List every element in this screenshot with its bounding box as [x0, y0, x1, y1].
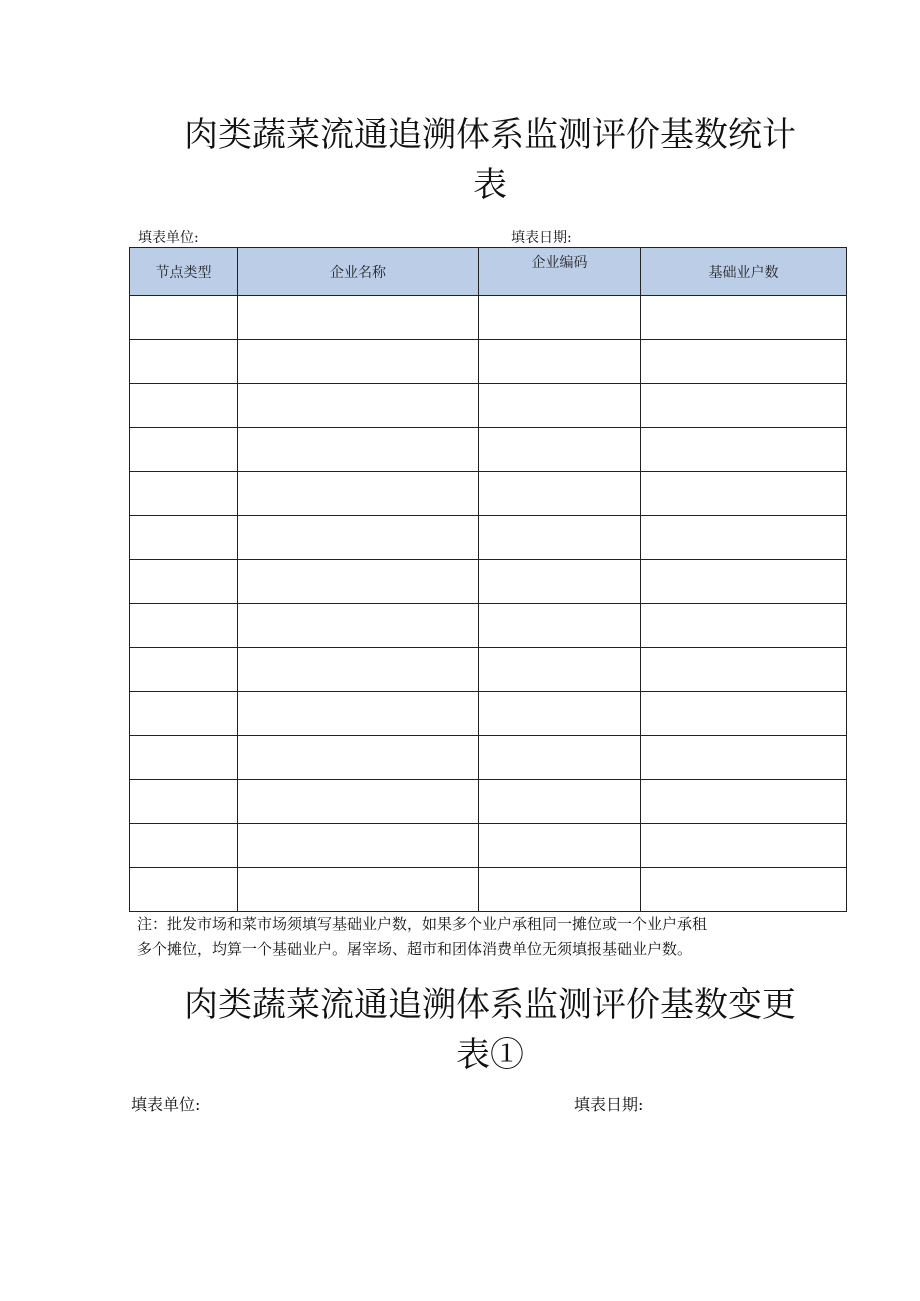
table-row: [130, 560, 847, 604]
table-cell[interactable]: [479, 868, 641, 912]
note-line-2: 多个摊位，均算一个基础业户。屠宰场、超市和团体消费单位无须填报基础业户数。: [137, 940, 693, 958]
table-cell[interactable]: [130, 340, 238, 384]
table-cell[interactable]: [238, 472, 479, 516]
table-cell[interactable]: [238, 560, 479, 604]
table-row: [130, 692, 847, 736]
table-cell[interactable]: [130, 692, 238, 736]
statistics-table: [129, 247, 847, 912]
table-cell[interactable]: [479, 472, 641, 516]
table-cell[interactable]: [641, 516, 847, 560]
table-row: [130, 868, 847, 912]
table-cell[interactable]: [130, 428, 238, 472]
table-cell[interactable]: [238, 868, 479, 912]
table-cell[interactable]: [641, 868, 847, 912]
table-cell[interactable]: [130, 648, 238, 692]
table-cell[interactable]: [641, 296, 847, 340]
table-cell[interactable]: [238, 604, 479, 648]
table-cell[interactable]: [641, 604, 847, 648]
table-row: [130, 296, 847, 340]
table-cell[interactable]: [641, 736, 847, 780]
table-cell[interactable]: [641, 692, 847, 736]
table-row: [130, 472, 847, 516]
table-body: [130, 296, 847, 912]
table-cell[interactable]: [130, 472, 238, 516]
table-cell[interactable]: [479, 824, 641, 868]
table-footnote: [137, 912, 847, 962]
table-row: [130, 428, 847, 472]
table-cell[interactable]: [479, 736, 641, 780]
table-row: [130, 340, 847, 384]
table-row: [130, 516, 847, 560]
table-cell[interactable]: [238, 824, 479, 868]
title-line-2: 表①: [456, 1035, 524, 1075]
table-cell[interactable]: [641, 824, 847, 868]
table-cell[interactable]: [479, 560, 641, 604]
table-cell[interactable]: [641, 780, 847, 824]
table-cell[interactable]: [238, 692, 479, 736]
table-cell[interactable]: [130, 736, 238, 780]
table-cell[interactable]: [238, 428, 479, 472]
table-cell[interactable]: [238, 736, 479, 780]
table-cell[interactable]: [641, 384, 847, 428]
table-cell[interactable]: [130, 604, 238, 648]
table-cell[interactable]: [130, 824, 238, 868]
note-line-1: 注：批发市场和菜市场须填写基础业户数，如果多个业户承租同一摊位或一个业户承租: [137, 915, 708, 933]
table-cell[interactable]: [238, 780, 479, 824]
table-cell[interactable]: [130, 780, 238, 824]
table-row: [130, 648, 847, 692]
table-cell[interactable]: [238, 296, 479, 340]
table-cell[interactable]: [479, 780, 641, 824]
table-cell[interactable]: [130, 560, 238, 604]
table-cell[interactable]: [479, 384, 641, 428]
table-cell[interactable]: [641, 340, 847, 384]
table-row: [130, 780, 847, 824]
table-cell[interactable]: [130, 516, 238, 560]
column-header-node-type: 节点类型: [130, 248, 238, 296]
table-cell[interactable]: [641, 472, 847, 516]
table-cell[interactable]: [479, 604, 641, 648]
table-cell[interactable]: [479, 516, 641, 560]
table-cell[interactable]: [238, 340, 479, 384]
table-row: [130, 824, 847, 868]
column-header-company-name: 企业名称: [238, 248, 479, 296]
fill-date-label: 填表日期:: [511, 230, 572, 246]
title-line-1: 肉类蔬菜流通追溯体系监测评价基数统计: [184, 115, 796, 155]
fill-unit-label-2: 填表单位:: [131, 1095, 201, 1114]
table-cell[interactable]: [238, 648, 479, 692]
table-cell[interactable]: [479, 648, 641, 692]
column-header-base-household-count: 基础业户数: [641, 248, 847, 296]
table-cell[interactable]: [479, 428, 641, 472]
table-cell[interactable]: [130, 384, 238, 428]
table-row: [130, 384, 847, 428]
page-title-change: [150, 980, 830, 1080]
table-cell[interactable]: [479, 340, 641, 384]
table-cell[interactable]: [238, 384, 479, 428]
table-cell[interactable]: [479, 296, 641, 340]
title-line-2: 表: [473, 165, 507, 205]
table-cell[interactable]: [130, 296, 238, 340]
table-cell[interactable]: [641, 428, 847, 472]
table-cell[interactable]: [641, 560, 847, 604]
column-header-company-code: 企业编码: [479, 248, 641, 296]
page-title-statistics: [150, 110, 830, 210]
table-row: [130, 736, 847, 780]
table-cell[interactable]: [479, 692, 641, 736]
fill-date-label-2: 填表日期:: [574, 1095, 644, 1114]
table-cell[interactable]: [130, 868, 238, 912]
title-line-1: 肉类蔬菜流通追溯体系监测评价基数变更: [184, 985, 796, 1025]
table-header-row: [130, 248, 847, 296]
table-cell[interactable]: [641, 648, 847, 692]
fill-unit-label: 填表单位:: [138, 230, 199, 246]
table-cell[interactable]: [238, 516, 479, 560]
table-row: [130, 604, 847, 648]
